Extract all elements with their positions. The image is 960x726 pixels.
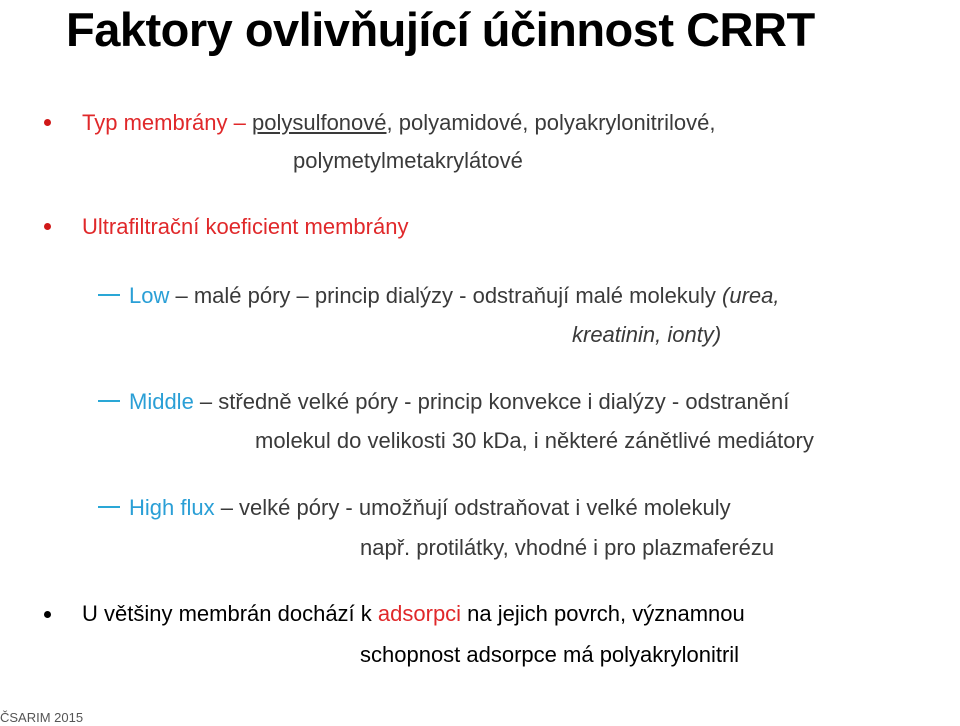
- sub-3-text: – velké póry - umožňují odstraňovat i velké molekuly: [214, 495, 731, 520]
- sub-1-text: – malé póry – princip dialýzy - odstraňují malé molekuly: [169, 283, 723, 308]
- sub-1-continuation: kreatinin, ionty): [572, 322, 722, 347]
- bullet-3-post: na jejich povrch, významnou: [461, 601, 745, 626]
- sub-3-label: High flux: [129, 495, 215, 520]
- bullet-1-continuation: polymetylmetakrylátové: [293, 148, 523, 173]
- sub-1-label: Low: [129, 283, 170, 308]
- bullet-1-underlined: polysulfonové: [251, 110, 387, 135]
- sub-1-dash: [98, 294, 120, 296]
- sub-3-continuation: např. protilátky, vhodné i pro plazmaferézu: [360, 535, 775, 560]
- sub-2-continuation: molekul do velikosti 30 kDa, i některé zánětlivé mediátory: [255, 428, 814, 453]
- slide-title: Faktory ovlivňující účinnost CRRT: [66, 3, 815, 56]
- bullet-1-rest: , polyamidové, polyakrylonitrilové,: [386, 110, 716, 135]
- bullet-1-line: [82, 110, 715, 136]
- sub-2-line: [129, 389, 789, 415]
- sub-2-text: – středně velké póry - princip konvekce i dialýzy - odstranění: [193, 389, 790, 414]
- bullet-3-highlight: adsorpci: [377, 601, 462, 626]
- sub-1-italic: (urea,: [722, 283, 780, 308]
- bullet-2-label: Ultrafiltrační koeficient membrány: [82, 214, 409, 239]
- bullet-3-continuation: schopnost adsorpce má polyakrylonitril: [360, 642, 740, 667]
- sub-2-dash: [98, 400, 120, 402]
- bullet-3-pre: U většiny membrán dochází k: [82, 601, 378, 626]
- bullet-2-marker: [44, 223, 51, 230]
- sub-3-line: [129, 495, 731, 521]
- sub-3-dash: [98, 506, 120, 508]
- sub-1-line: [129, 283, 780, 309]
- footer-text: ČSARIM 2015: [0, 710, 84, 725]
- sub-2-label: Middle: [129, 389, 194, 414]
- bullet-3-marker: [44, 611, 51, 618]
- bullet-1-label: Typ membrány –: [82, 110, 246, 135]
- bullet-3-line: [82, 601, 745, 627]
- bullet-1-marker: [44, 119, 51, 126]
